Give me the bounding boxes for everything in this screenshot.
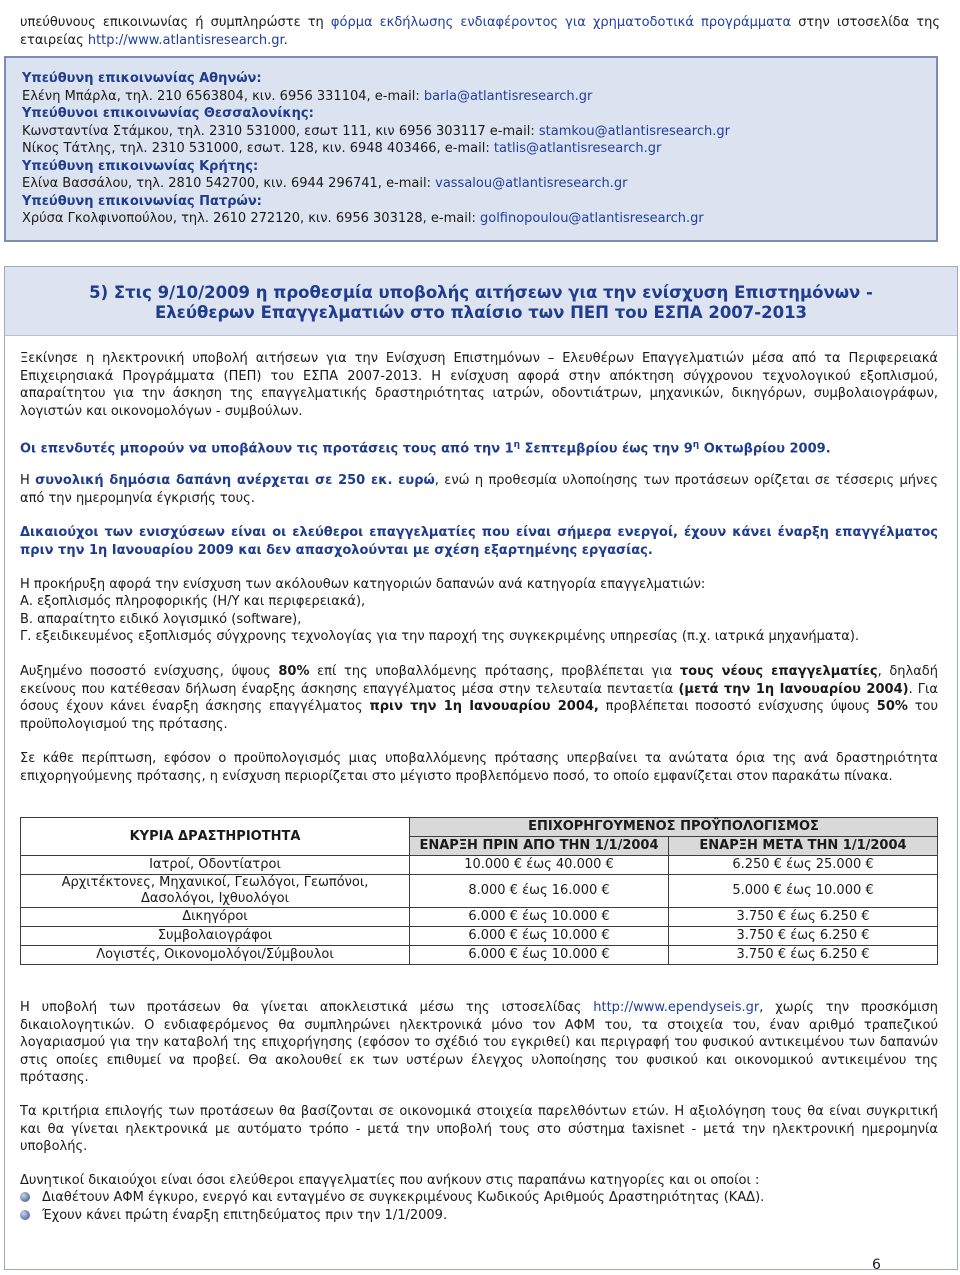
table-cell-after: 3.750 € έως 6.250 € [669,927,938,946]
deadline-text-c: Οκτωβρίου 2009. [699,441,831,457]
expense-category-b: Β. απαραίτητο ειδικό λογισμικό (software), [20,612,302,627]
table-cell-after: 6.250 € έως 25.000 € [669,856,938,875]
subsidy-text-c: επί της υποβαλλόμενης πρότασης, προβλέπεται για [309,664,680,679]
table-header-before: ΕΝΑΡΞΗ ΠΡΙΝ ΑΠΟ ΤΗΝ 1/1/2004 [410,837,669,856]
budget-paragraph [20,472,938,507]
thessaloniki-contact-line-1 [22,123,920,141]
deadline-text-a: Οι επενδυτές μπορούν να υποβάλουν τις προτάσεις τους από την 1 [20,441,514,457]
budget-text-bold: συνολική δημόσια δαπάνη ανέρχεται σε 250 εκ. ευρώ [35,473,435,488]
table-cell-before: 6.000 € έως 10.000 € [410,927,669,946]
bullet-2-text: Έχουν κάνει πρώτη έναρξη επιτηδεύματος πριν την 1/1/2009. [42,1208,448,1223]
intro-end: . [283,32,288,48]
table-row [21,908,938,927]
subsidy-rate-80: 80% [278,664,310,679]
expense-categories-intro: Η προκήρυξη αφορά την ενίσχυση των ακόλουθων κατηγοριών δαπανών ανά κατηγορία επαγγελματιών: [20,577,706,592]
patras-contact-line [22,210,920,228]
subsidy-text-i: προβλέπεται ποσοστό ενίσχυσης ύψους [598,699,877,714]
athens-contact-heading: Υπεύθυνη επικοινωνίας Αθηνών: [22,71,262,86]
table-cell-before: 6.000 € έως 10.000 € [410,946,669,965]
athens-contact-line [22,88,920,106]
ependyseis-link[interactable]: http://www.ependyseis.gr [593,1000,760,1015]
deadline-sup-1: η [513,440,521,450]
table-cell-after: 3.750 € έως 6.250 € [669,908,938,927]
beneficiaries-paragraph: Δικαιούχοι των ενισχύσεων είναι οι ελεύθεροι επαγγελματίες που είναι σήμερα ενεργοί, έχουν κάνει έναρξη επαγγέλματος πριν την 1η Ιανουαρίου 2009 και δεν απασχολούνται με σχέση εξαρτημένης εργασίας. [20,525,938,558]
athens-contact-text: Ελένη Μπάρλα, τηλ. 210 6563804, κιν. 6956 331104, e-mail: [22,88,424,104]
bullet-icon [20,1210,30,1220]
vassalou-email-link[interactable]: vassalou@atlantisresearch.gr [435,176,628,191]
budget-table [20,817,938,965]
table-cell-after: 3.750 € έως 6.250 € [669,946,938,965]
section-title-line-2: Ελεύθερων Επαγγελματιών στο πλαίσιο των ΠΕΠ του ΕΣΠΑ 2007-2013 [154,303,808,322]
table-row [21,946,938,965]
intro-paragraph [20,14,940,49]
intro-text: υπεύθυνους επικοινωνίας ή συμπληρώστε τη [20,15,331,30]
max-limit-paragraph: Σε κάθε περίπτωση, εφόσον ο προϋπολογισμός μιας υποβαλλόμενης πρότασης υπερβαίνει τα ανώτατα όρια της ανά δραστηριότητα επιχορηγούμενης πρότασης, η ενίσχυση περιορίζεται στο μέγιστο προβλεπόμενο ποσό, το οποίο εμφανίζεται στον παρακάτω πίνακα. [20,751,938,784]
submission-text-a: Η υποβολή των προτάσεων θα γίνεται αποκλειστικά μέσω της ιστοσελίδας [20,1000,594,1015]
crete-contact-heading: Υπεύθυνη επικοινωνίας Κρήτης: [22,158,259,174]
tatlis-email-link[interactable]: tatlis@atlantisresearch.gr [493,141,662,156]
thessaloniki-contact-heading: Υπεύθυνοι επικοινωνίας Θεσσαλονίκης: [22,106,314,121]
golfinopoulou-email-link[interactable]: golfinopoulou@atlantisresearch.gr [479,211,704,226]
table-cell-after: 5.000 € έως 10.000 € [669,875,938,908]
section-title-line-1: 5) Στις 9/10/2009 η προθεσμία υποβολής αιτήσεων για την ενίσχυση Επιστημόνων - [89,283,873,302]
subsidy-after-date: (μετά την 1η Ιανουαρίου 2004) [678,681,909,697]
criteria-paragraph: Τα κριτήρια επιλογής των προτάσεων θα βασίζονται σε οικονομικά στοιχεία παρελθόντων ετών. Η αξιολόγηση τους θα είναι συγκριτική και θα γίνεται ηλεκτρονικά με αυτόματο τρόπο - μετά την υποβολή τους στο σύστημα taxisnet - μετά την ηλεκτρονική ημερομηνία υποβολής. [20,1104,938,1154]
budget-text-c: , ενώ η προθεσμία υλοποίησης των προτάσεων ορίζεται σε τέσσερις μήνες από την ημερομηνία έγκρισής τους. [20,473,938,506]
table-cell-activity: Συμβολαιογράφοι [21,927,410,946]
section-5-title [5,283,957,323]
bullet-icon [20,1192,30,1202]
atlantis-website-link[interactable]: http://www.atlantisresearch.gr [87,32,284,48]
stamkou-email-link[interactable]: stamkou@atlantisresearch.gr [538,123,730,139]
tatlis-contact-text: Νίκος Τάτλης, τηλ. 2310 531000, εσωτ. 128, κιν. 6948 403466, e-mail: [22,141,494,156]
budget-text-a: Η [20,473,36,488]
subsidy-text-a: Αυξημένο ποσοστό ενίσχυσης, ύψους [20,664,279,679]
table-row [21,856,938,875]
crete-contact-line [22,175,920,193]
table-header-activity: ΚΥΡΙΑ ΔΡΑΣΤΗΡΙΟΤΗΤΑ [21,818,410,856]
page-number: 6 [872,1257,881,1273]
golfinopoulou-contact-text: Χρύσα Γκολφινοπούλου, τηλ. 2610 272120, κιν. 6956 303128, e-mail: [22,211,480,226]
deadline-text-b: Σεπτεμβρίου έως την 9 [520,441,693,457]
subsidy-new-professionals: τους νέους επαγγελματίες [679,664,878,679]
interest-form-link[interactable]: φόρμα εκδήλωσης ενδιαφέροντος για χρηματοδοτικά προγράμματα [330,15,792,30]
table-row [21,875,938,908]
table-row [21,927,938,946]
table-cell-before: 6.000 € έως 10.000 € [410,908,669,927]
subsidy-text-g: . Για όσους έχουν κάνει έναρξη άσκησης επαγγέλματος [20,681,938,714]
table-cell-activity: Λογιστές, Οικονομολόγοι/Σύμβουλοι [21,946,410,965]
submission-text-b: , χωρίς την προσκόμιση δικαιολογητικών. Ο ενδιαφερόμενος θα συμπληρώνει ηλεκτρονικά μόνο τον ΑΦΜ του, τα στοιχεία του, έναν αριθμό τραπεζικού λογαριασμού για την καταβολή της επιχορήγησης (εφόσον το σχέδιό του εγκριθεί) και περιγραφή του φυσικού αντικειμένου των δαπανών στις οποίες επιθυμεί να προβεί. Θα ακολουθεί εκ των υστέρων έλεγχος υλοποίησης του φυσικού και οικονομικού αντικειμένου της πρότασης. [20,1000,938,1085]
submission-paragraph [20,999,938,1087]
subsidy-rate-paragraph [20,663,938,733]
deadline-sup-2: η [692,440,700,450]
eligible-bullet-1 [20,1189,938,1207]
vassalou-contact-text: Ελίνα Βασσάλου, τηλ. 2810 542700, κιν. 6944 296741, e-mail: [22,176,436,191]
eligible-bullet-2 [20,1207,938,1225]
expense-category-c: Γ. εξειδικευμένος εξοπλισμός σύγχρονης τεχνολογίας για την παροχή της συγκεκριμένης υπηρεσίας (π.χ. ιατρικά μηχανήματα). [20,629,860,644]
launch-paragraph: Ξεκίνησε η ηλεκτρονική υποβολή αιτήσεων για την Ενίσχυση Επιστημόνων – Ελευθέρων Επαγγελματιών μέσα από τα Περιφερειακά Επιχειρησιακά Προγράμματα (ΠΕΠ) του ΕΣΠΑ 2007-2013. Η ενίσχυση αφορά στην απόκτηση σύγχρονου τεχνολογικού εξοπλισμού, απαραίτητου για την άσκηση της επαγγελματικής δραστηριότητας ιατρών, οδοντιάτρων, μηχανικών, δικηγόρων, συμβολαιογράφων, λογιστών και οικονομολόγων - συμβούλων. [20,351,938,419]
contacts-box [4,56,938,242]
subsidy-text-e: , δηλαδή εκείνους που κατέθεσαν δήλωση έναρξης άσκησης επαγγέλματος μέσα στην τελευταία πενταετία [20,664,938,697]
subsidy-before-date: πριν την 1η Ιανουαρίου 2004, [369,699,599,714]
eligible-intro: Δυνητικοί δικαιούχοι είναι όσοι ελεύθεροι επαγγελματίες που ανήκουν στις παραπάνω κατηγορίες και οι οποίοι : [20,1173,760,1188]
table-cell-before: 8.000 € έως 16.000 € [410,875,669,908]
subsidy-text-k: του προϋπολογισμού της πρότασης. [20,699,938,732]
table-header-budget: ΕΠΙΧΟΡΗΓΟΥΜΕΝΟΣ ΠΡΟΫΠΟΛΟΓΙΣΜΟΣ [410,818,938,837]
table-cell-before: 10.000 € έως 40.000 € [410,856,669,875]
patras-contact-heading: Υπεύθυνη επικοινωνίας Πατρών: [22,193,262,209]
stamkou-contact-text: Κωνσταντίνα Στάμκου, τηλ. 2310 531000, εσωτ 111, κιν 6956 303117 e-mail: [22,123,539,139]
table-cell-activity: Δικηγόροι [21,908,410,927]
barla-email-link[interactable]: barla@atlantisresearch.gr [423,88,593,104]
expense-category-a: Α. εξοπλισμός πληροφορικής (Η/Υ και περιφερειακά), [20,594,366,609]
table-cell-activity: Ιατροί, Οδοντίατροι [21,856,410,875]
thessaloniki-contact-line-2 [22,140,920,158]
table-header-after: ΕΝΑΡΞΗ ΜΕΤΑ ΤΗΝ 1/1/2004 [669,837,938,856]
section-5-header [5,267,957,336]
table-cell-activity: Αρχιτέκτονες, Μηχανικοί, Γεωλόγοι, Γεωπόνοι, Δασολόγοι, Ιχθυολόγοι [21,875,410,908]
subsidy-rate-50: 50% [876,699,908,714]
bullet-1-text: Διαθέτουν ΑΦΜ έγκυρο, ενεργό και ενταγμένο σε συγκεκριμένους Κωδικούς Αριθμούς Δραστηριότητας (ΚΑΔ). [42,1190,765,1205]
intro-text-after: στην ιστοσελίδα της εταιρείας [20,15,940,48]
deadline-paragraph [20,437,938,458]
